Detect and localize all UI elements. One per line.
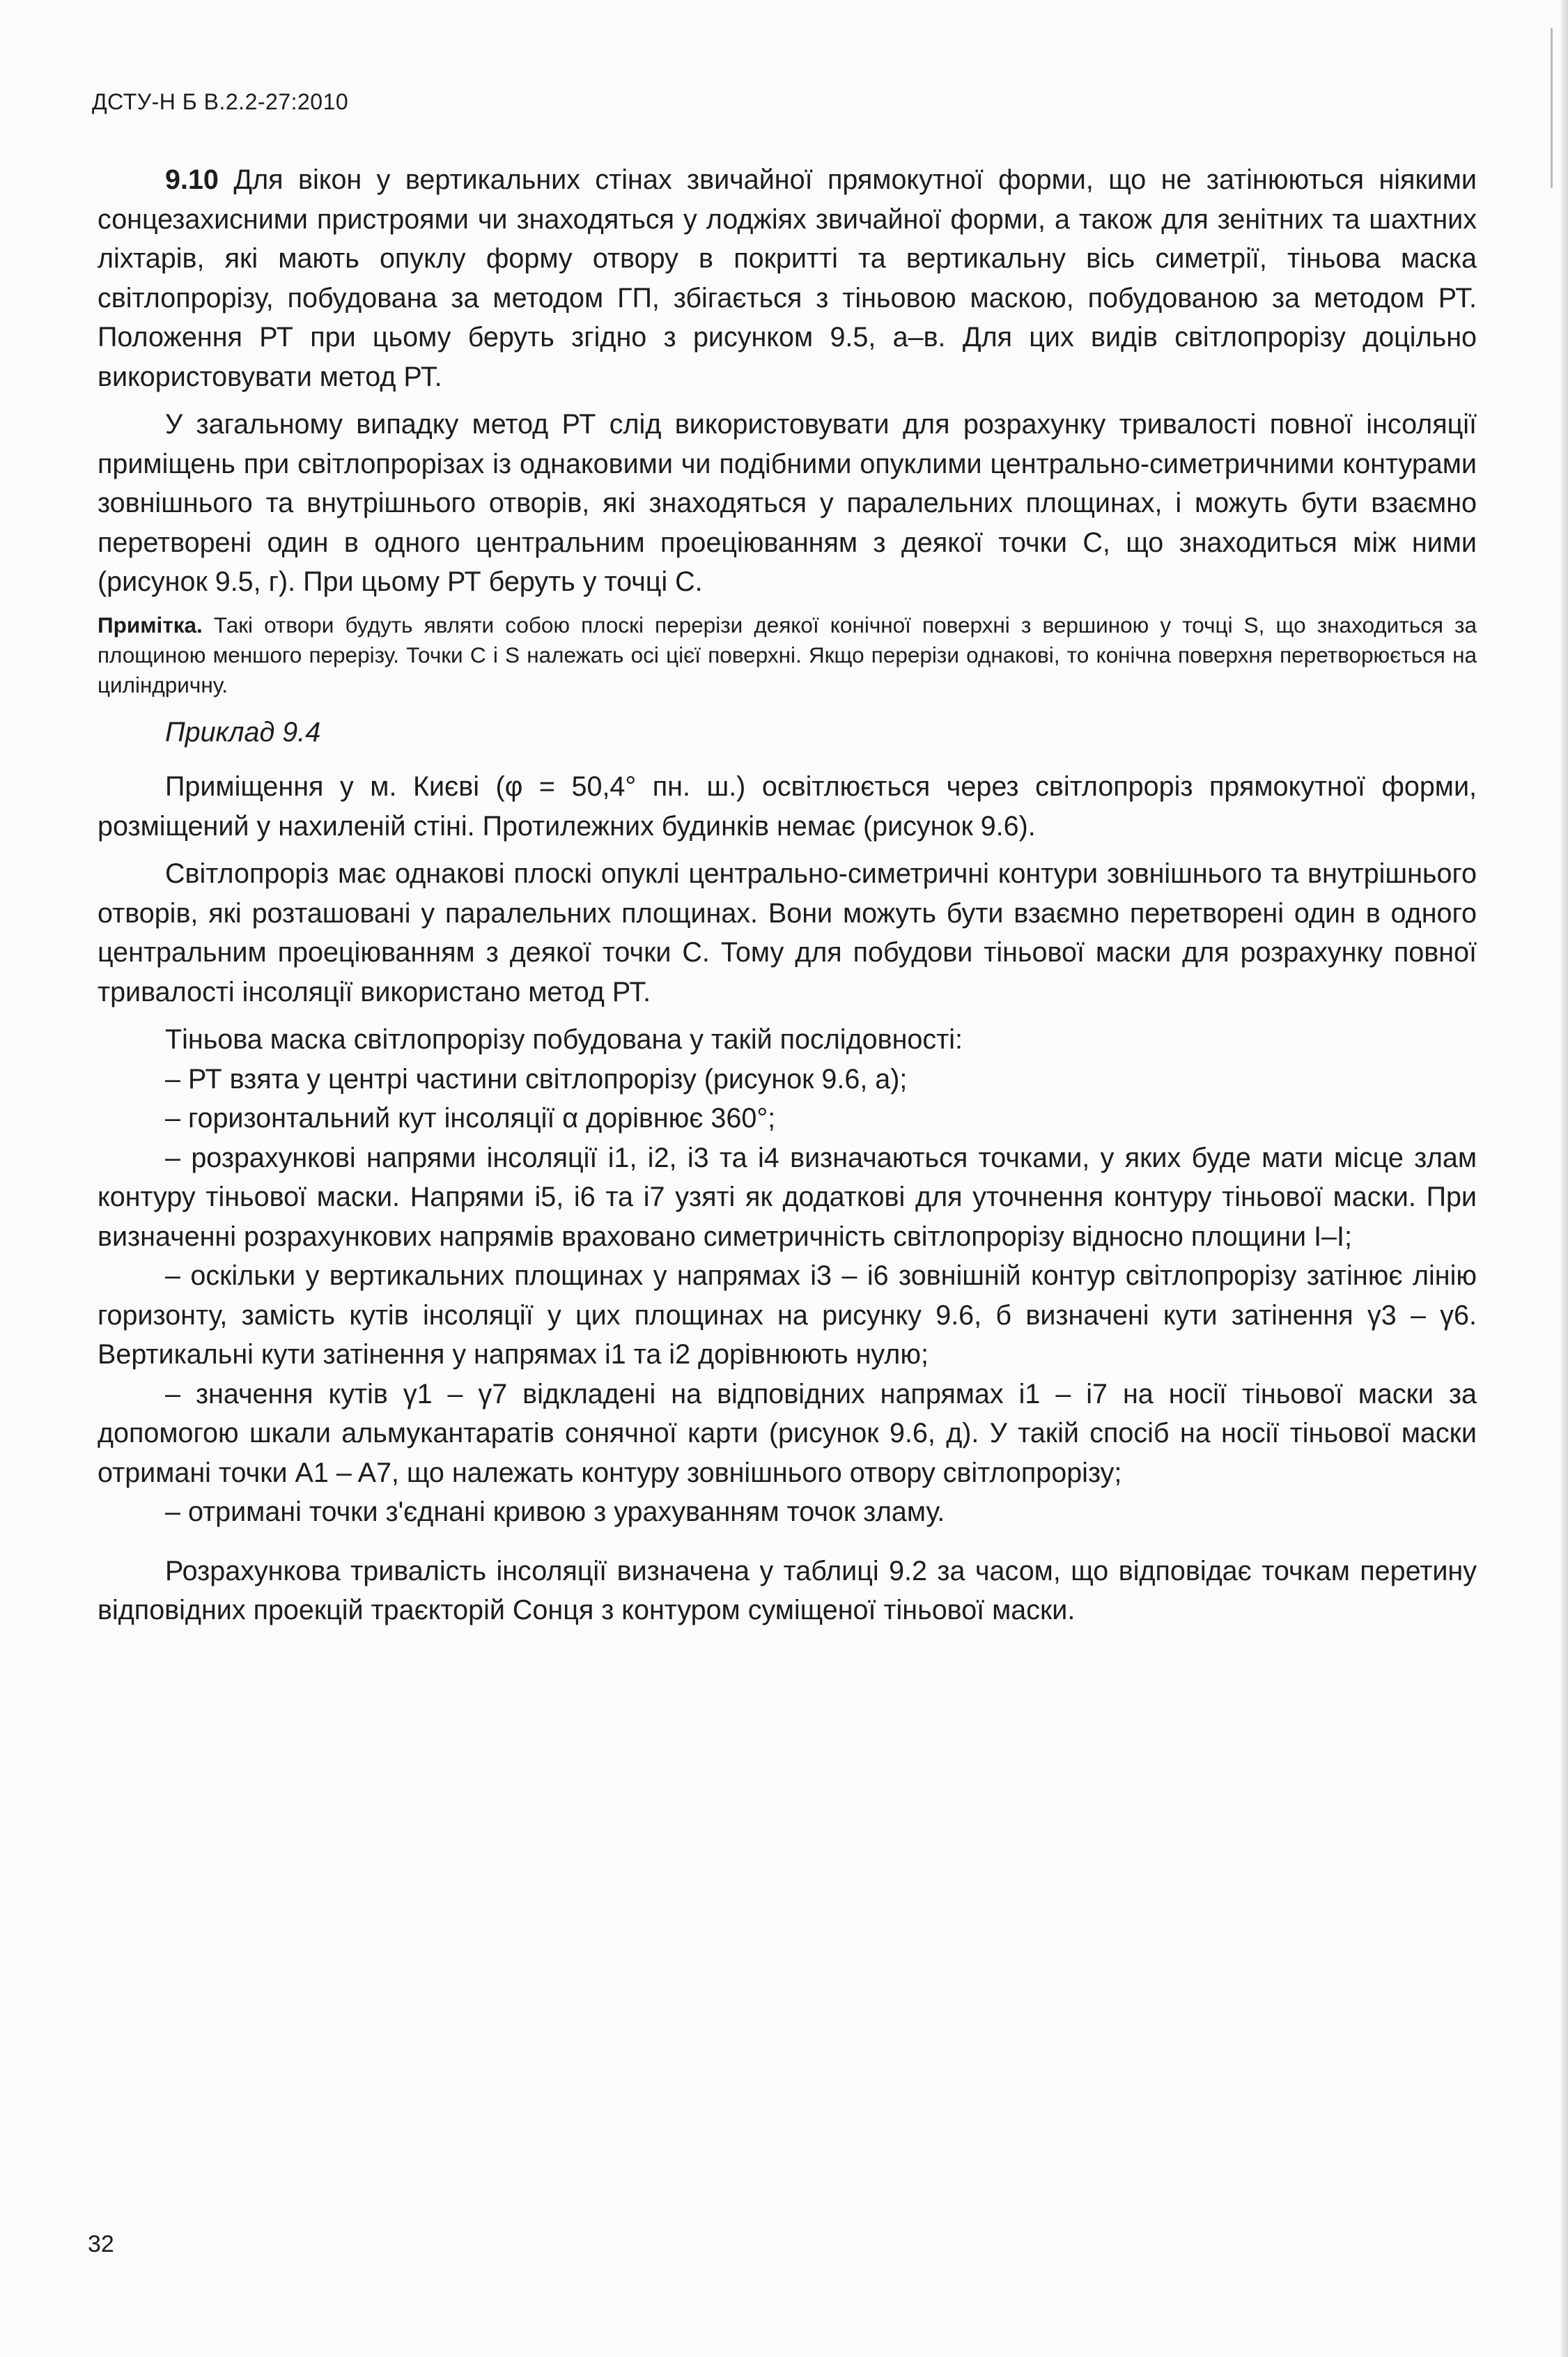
paragraph-general-case: У загальному випадку метод РТ слід використовувати для розрахунку тривалості повної інсоляції приміщень при світлопрорізах із однаковими чи подібними опуклими центрально-симетричними контурами зовнішнього та внутрішнього отворів, які знаходяться у паралельних площинах, і можуть бути взаємно перетворені один в одного центральним проеціюванням з деякої точки C, що знаходиться між ними (рисунок 9.5, г). При цьому РТ беруть у точці C.	[98, 409, 1477, 597]
paragraph-sequence-intro: Тіньова маска світлопрорізу побудована у такій послідовності:	[165, 1024, 963, 1055]
paragraph-calculated-duration: Розрахункова тривалість інсоляції визначена у таблиці 9.2 за часом, що відповідає точкам перетину відповідних проекцій траєкторій Сонця з контуром суміщеної тіньової маски.	[98, 1555, 1477, 1625]
list-item: – горизонтальний кут інсоляції α дорівнює 360°;	[165, 1103, 776, 1134]
paragraph-example-room: Приміщення у м. Києві (φ = 50,4° пн. ш.) освітлюється через світлопроріз прямокутної форми, розміщений у нахиленій стіні. Протилежних будинків немає (рисунок 9.6).	[98, 771, 1477, 842]
list-item: – РТ взята у центрі частини світлопрорізу (рисунок 9.6, а);	[165, 1063, 908, 1095]
list-item: – оскільки у вертикальних площинах у напрямах i3 – i6 зовнішній контур світлопрорізу затінює лінію горизонту, замість кутів інсоляції у цих площинах на рисунку 9.6, б визначені кути затінення γ3 – γ6. Вертикальні кути затінення у напрямах i1 та i2 дорівнюють нулю;	[98, 1260, 1477, 1370]
clause-number: 9.10	[165, 164, 219, 195]
list-item: – значення кутів γ1 – γ7 відкладені на відповідних напрямах i1 – i7 на носії тіньової маски за допомогою шкали альмукантаратів сонячної карти (рисунок 9.6, д). У такій спосіб на носії тіньової маски отримані точки A1 – A7, що належать контуру зовнішнього отвору світлопрорізу;	[98, 1378, 1477, 1488]
paragraph-window-description: Світлопроріз має однакові плоскі опуклі центрально-симетричні контури зовнішнього та внутрішнього отворів, які розташовані у паралельних площинах. Вони можуть бути взаємно перетворені один в одного центральним проеціюванням з деякої точки C. Тому для побудови тіньової маски для розрахунку повної тривалості інсоляції використано метод РТ.	[98, 858, 1477, 1007]
list-item: – отримані точки з'єднані кривою з урахуванням точок зламу.	[165, 1497, 945, 1527]
document-code-header: ДСТУ-Н Б В.2.2-27:2010	[92, 89, 349, 114]
paragraph-9-10-text: Для вікон у вертикальних стінах звичайної прямокутної форми, що не затінюються ніякими сонцезахисними пристроями чи знаходяться у лоджіях звичайної форми, а також для зенітних та шахтних ліхтарів, які мають опуклу форму отвору в покритті та вертикальну вісь симетрії, тіньова маска світлопрорізу, побудована за методом ГП, збігається з тіньовою маскою, побудованою за методом РТ. Положення РТ при цьому беруть згідно з рисунком 9.5, а–в. Для цих видів світлопрорізу доцільно використовувати метод РТ.	[98, 164, 1477, 392]
note-text: Такі отвори будуть являти собою плоскі перерізи деякої конічної поверхні з вершиною у точці S, що знаходиться за площиною меншого перерізу. Точки C і S належать осі цієї поверхні. Якщо перерізи однакові, то конічна поверхня перетворюється на циліндричну.	[98, 612, 1477, 697]
example-title: Приклад 9.4	[165, 716, 321, 748]
page-number: 32	[88, 2231, 114, 2257]
scan-artifact-line	[1551, 28, 1553, 188]
note	[98, 610, 1477, 700]
scan-edge	[1561, 0, 1568, 2357]
page-body	[98, 160, 1477, 1657]
list-item: – розрахункові напрями інсоляції i1, i2, i3 та i4 визначаються точками, у яких буде мати місце злам контуру тіньової маски. Напрями i5, i6 та i7 узяті як додаткові для уточнення контуру тіньової маски. При визначенні розрахункових напрямів враховано симетричність світлопрорізу відносно площини I–I;	[98, 1142, 1477, 1252]
paragraph-9-10	[98, 160, 1477, 396]
note-label: Примітка.	[98, 612, 203, 637]
